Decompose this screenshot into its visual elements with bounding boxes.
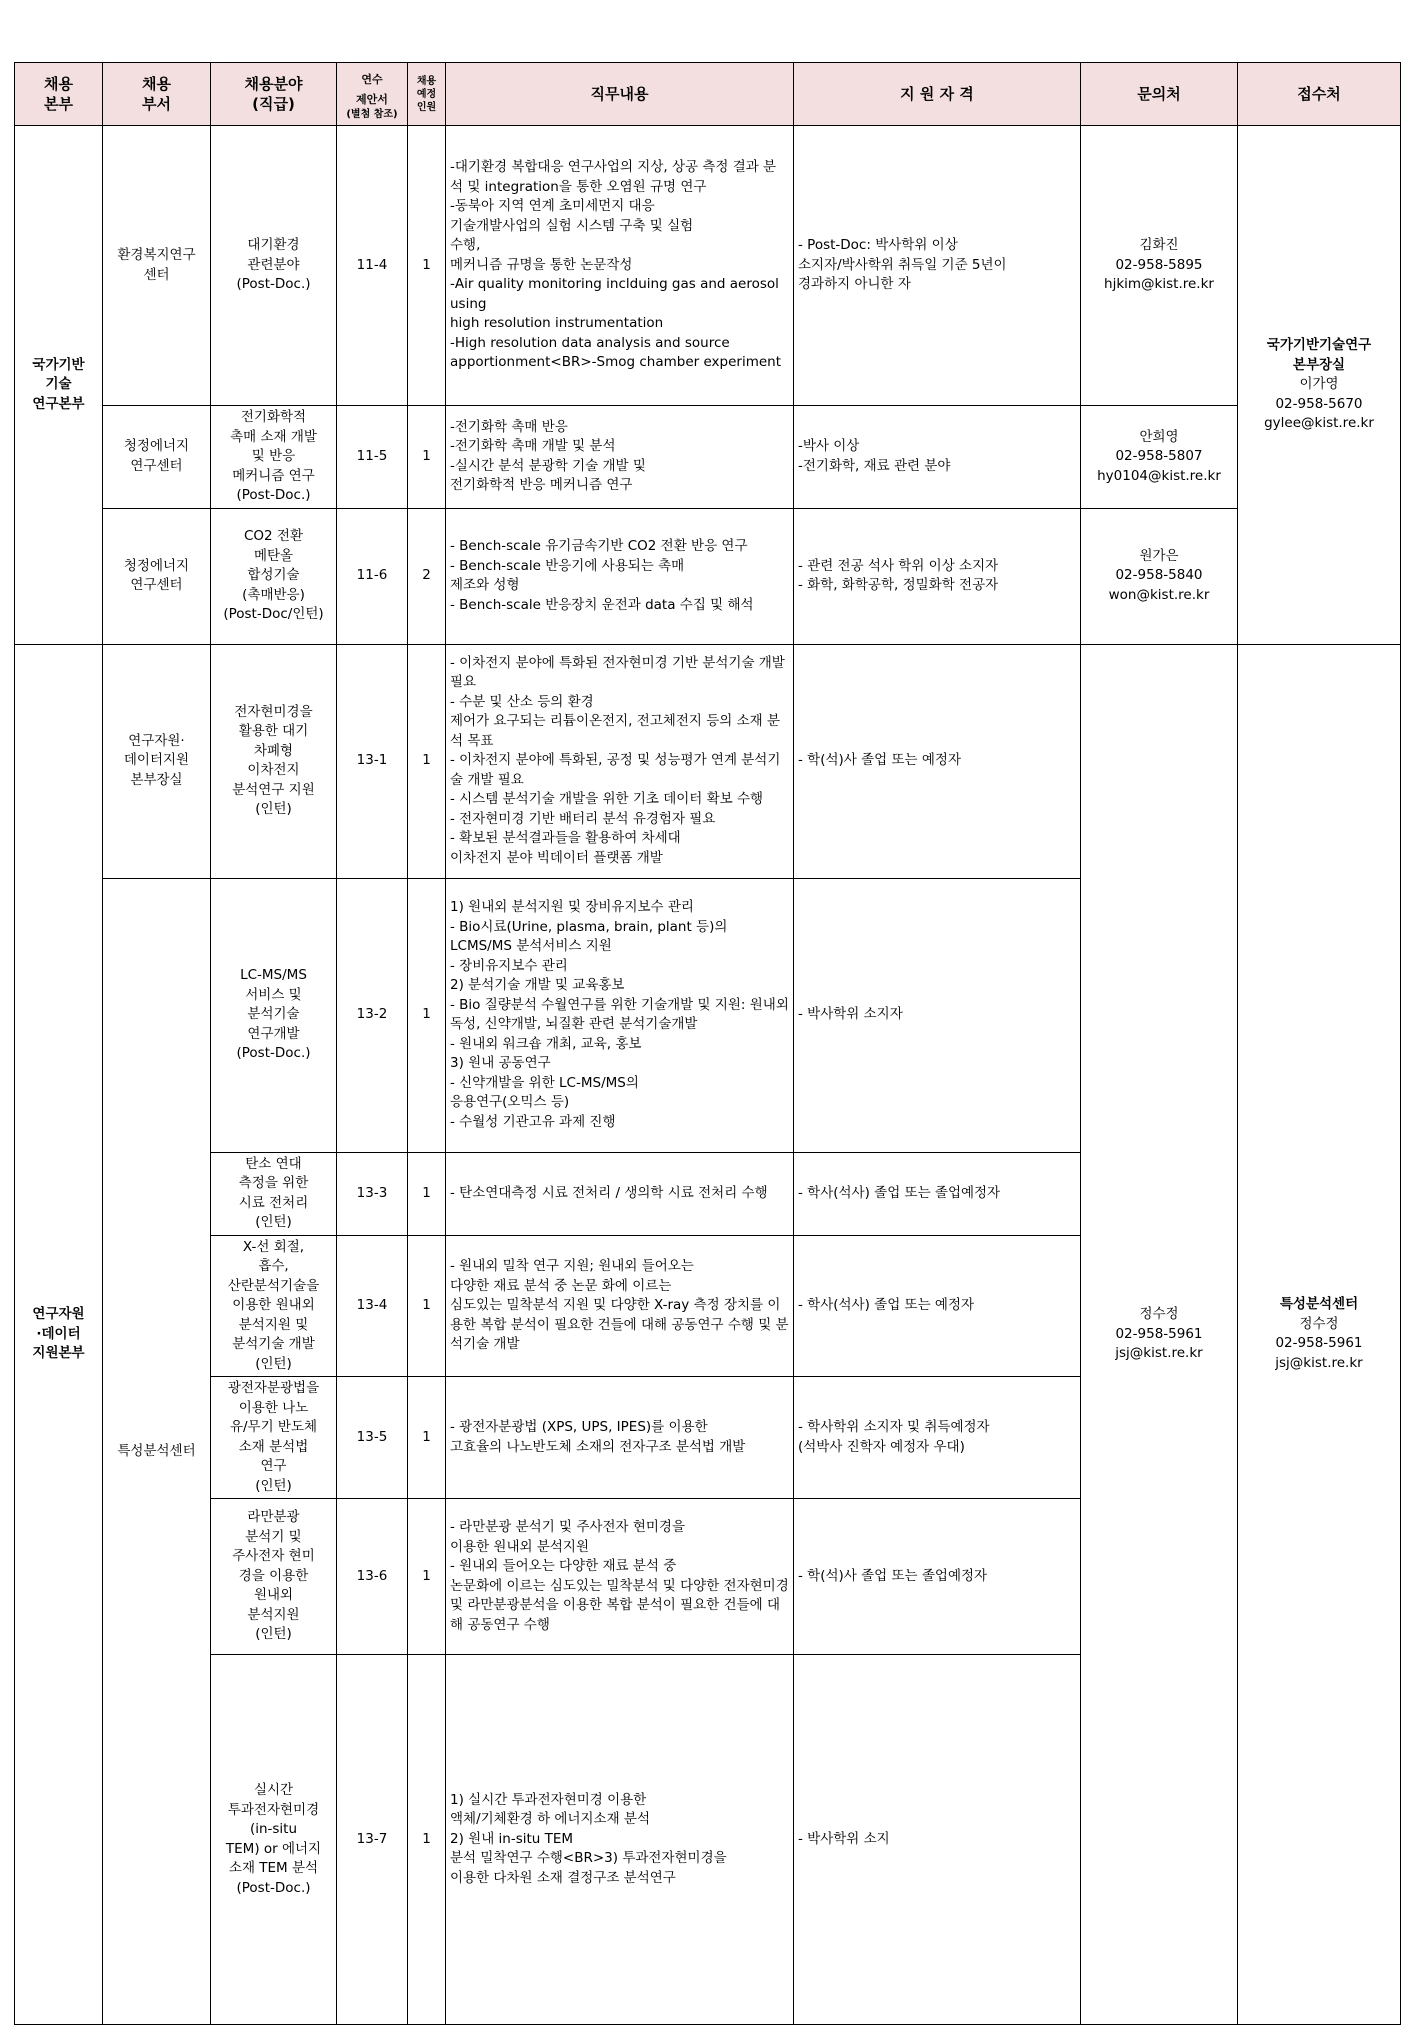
header-duties: 직무내용 (446, 63, 794, 126)
field-cell: 라만분광 분석기 및 주사전자 현미 경을 이용한 원내외 분석지원 (인턴) (211, 1499, 337, 1655)
duties-cell: -대기환경 복합대응 연구사업의 지상, 상공 측정 결과 분석 및 integration을 통한 오염원 규명 연구 -동북아 지역 연계 초미세먼지 대응 기술개발사업의 실험 시스템 구축 및 실험 수행, 메커니즘 규명을 통한 논문작성 -Air quality monitoring inclduing gas and aerosol using high resolution instrumentation -High resolution data analysis and source apportionment<BR>-Smog chamber experiment (446, 126, 794, 406)
hq-cell: 연구자원 ·데이터 지원본부 (15, 644, 103, 2025)
table-row (15, 644, 1401, 878)
contact-cell: 정수정 02-958-5961 jsj@kist.re.kr (1081, 644, 1238, 2025)
code-cell: 13-3 (337, 1152, 408, 1235)
code-cell: 13-1 (337, 644, 408, 878)
qualifications-cell: - 학(석)사 졸업 또는 예정자 (794, 644, 1081, 878)
count-cell: 1 (408, 1235, 446, 1377)
duties-cell: - 탄소연대측정 시료 전처리 / 생의학 시료 전처리 수행 (446, 1152, 794, 1235)
dept-cell: 청정에너지 연구센터 (103, 508, 211, 644)
table-row (15, 126, 1401, 406)
reception-office: 국가기반기술연구 본부장실 (1266, 337, 1372, 373)
reception-cell (1238, 126, 1401, 645)
field-cell: 탄소 연대 측정을 위한 시료 전처리 (인턴) (211, 1152, 337, 1235)
header-hq: 채용 본부 (15, 63, 103, 126)
header-dept: 채용 부서 (103, 63, 211, 126)
code-cell: 13-7 (337, 1655, 408, 2025)
reception-office: 특성분석센터 (1279, 1296, 1359, 1313)
code-cell: 13-5 (337, 1377, 408, 1499)
recruitment-table (14, 62, 1401, 2025)
field-cell: 실시간 투과전자현미경 (in-situ TEM) or 에너지 소재 TEM 분석 (Post-Doc.) (211, 1655, 337, 2025)
qualifications-cell: - 박사학위 소지 (794, 1655, 1081, 2025)
qualifications-cell: - 관련 전공 석사 학위 이상 소지자 - 화학, 화학공학, 정밀화학 전공자 (794, 508, 1081, 644)
reception-detail: 이가영 02-958-5670 gylee@kist.re.kr (1264, 376, 1374, 431)
count-cell: 1 (408, 1152, 446, 1235)
code-cell: 13-4 (337, 1235, 408, 1377)
field-cell: LC-MS/MS 서비스 및 분석기술 연구개발 (Post-Doc.) (211, 878, 337, 1152)
count-cell: 1 (408, 406, 446, 509)
dept-cell: 특성분석센터 (103, 878, 211, 2025)
code-cell: 11-4 (337, 126, 408, 406)
contact-cell: 김화진 02-958-5895 hjkim@kist.re.kr (1081, 126, 1238, 406)
qualifications-cell: - 학사(석사) 졸업 또는 졸업예정자 (794, 1152, 1081, 1235)
field-cell: 전자현미경을 활용한 대기 차폐형 이차전지 분석연구 지원 (인턴) (211, 644, 337, 878)
duties-cell: 1) 실시간 투과전자현미경 이용한 액체/기체환경 하 에너지소재 분석 2) 원내 in-situ TEM 분석 밀착연구 수행<BR>3) 투과전자현미경을 이용한 다차원 소재 결정구조 분석연구 (446, 1655, 794, 2025)
field-cell: 대기환경 관련분야 (Post-Doc.) (211, 126, 337, 406)
field-cell: 광전자분광법을 이용한 나노 유/무기 반도체 소재 분석법 연구 (인턴) (211, 1377, 337, 1499)
reception-cell (1238, 644, 1401, 2025)
count-cell: 1 (408, 644, 446, 878)
code-cell: 11-5 (337, 406, 408, 509)
header-qualifications: 지 원 자 격 (794, 63, 1081, 126)
duties-cell: - 라만분광 분석기 및 주사전자 현미경을 이용한 원내외 분석지원 - 원내외 들어오는 다양한 재료 분석 중 논문화에 이르는 심도있는 밀착분석 및 다양한 전자현미경 및 라만분광분석을 이용한 복합 분석이 필요한 건들에 대해 공동연구 수행 (446, 1499, 794, 1655)
qualifications-cell: - 학사학위 소지자 및 취득예정자 (석박사 진학자 예정자 우대) (794, 1377, 1081, 1499)
duties-cell: - Bench-scale 유기금속기반 CO2 전환 반응 연구 - Bench-scale 반응기에 사용되는 촉매 제조와 성형 - Bench-scale 반응장치 운전과 data 수집 및 해석 (446, 508, 794, 644)
duties-cell: - 광전자분광법 (XPS, UPS, IPES)를 이용한 고효율의 나노반도체 소재의 전자구조 분석법 개발 (446, 1377, 794, 1499)
count-cell: 1 (408, 126, 446, 406)
qualifications-cell: - 박사학위 소지자 (794, 878, 1081, 1152)
field-cell: CO2 전환 메탄올 합성기술 (촉매반응) (Post-Doc/인턴) (211, 508, 337, 644)
duties-cell: -전기화학 촉매 반응 -전기화학 촉매 개발 및 분석 -실시간 분석 분광학 기술 개발 및 전기화학적 반응 메커니즘 연구 (446, 406, 794, 509)
hq-cell: 국가기반 기술 연구본부 (15, 126, 103, 645)
code-cell: 13-6 (337, 1499, 408, 1655)
duties-cell: 1) 원내외 분석지원 및 장비유지보수 관리 - Bio시료(Urine, plasma, brain, plant 등)의 LCMS/MS 분석서비스 지원 - 장비유지보수 관리 2) 분석기술 개발 및 교육홍보 - Bio 질량분석 수월연구를 위한 기술개발 및 지원: 원내외 독성, 신약개발, 뇌질환 관련 분석기술개발 - 원내외 워크숍 개최, 교육, 홍보 3) 원내 공동연구 - 신약개발을 위한 LC-MS/MS의 응용연구(오믹스 등) - 수월성 기관고유 과제 진행 (446, 878, 794, 1152)
duties-cell: - 이차전지 분야에 특화된 전자현미경 기반 분석기술 개발 필요 - 수분 및 산소 등의 환경 제어가 요구되는 리튬이온전지, 전고체전지 등의 소재 분석 목표 - 이차전지 분야에 특화된, 공정 및 성능평가 연계 분석기술 개발 필요 - 시스템 분석기술 개발을 위한 기초 데이터 확보 수행 - 전자현미경 기반 배터리 분석 유경험자 필요 - 확보된 분석결과들을 활용하여 차세대 이차전지 분야 빅데이터 플랫폼 개발 (446, 644, 794, 878)
count-cell: 1 (408, 1499, 446, 1655)
contact-cell: 안희영 02-958-5807 hy0104@kist.re.kr (1081, 406, 1238, 509)
count-cell: 2 (408, 508, 446, 644)
code-cell: 11-6 (337, 508, 408, 644)
header-proposal: 연수 제안서 (별첨 참조) (337, 63, 408, 126)
table-row (15, 508, 1401, 644)
reception-detail: 정수정 02-958-5961 jsj@kist.re.kr (1275, 1315, 1363, 1371)
field-cell: X-선 회절, 흡수, 산란분석기술을 이용한 원내외 분석지원 및 분석기술 개발 (인턴) (211, 1235, 337, 1377)
qualifications-cell: - 학사(석사) 졸업 또는 예정자 (794, 1235, 1081, 1377)
header-count: 채용 예정 인원 (408, 63, 446, 126)
header-reception: 접수처 (1238, 63, 1401, 126)
header-field: 채용분야 (직급) (211, 63, 337, 126)
header-contact: 문의처 (1081, 63, 1238, 126)
dept-cell: 환경복지연구 센터 (103, 126, 211, 406)
dept-cell: 연구자원· 데이터지원 본부장실 (103, 644, 211, 878)
table-header-row (15, 63, 1401, 126)
dept-cell: 청정에너지 연구센터 (103, 406, 211, 509)
field-cell: 전기화학적 촉매 소재 개발 및 반응 메커니즘 연구 (Post-Doc.) (211, 406, 337, 509)
duties-cell: - 원내외 밀착 연구 지원; 원내외 들어오는 다양한 재료 분석 중 논문 화에 이르는 심도있는 밀착분석 지원 및 다양한 X-ray 측정 장치를 이용한 복합 분석이 필요한 건들에 대해 공동연구 수행 및 분석기술 개발 (446, 1235, 794, 1377)
code-cell: 13-2 (337, 878, 408, 1152)
count-cell: 1 (408, 1377, 446, 1499)
qualifications-cell: -박사 이상 -전기화학, 재료 관련 분야 (794, 406, 1081, 509)
count-cell: 1 (408, 878, 446, 1152)
qualifications-cell: - Post-Doc: 박사학위 이상 소지자/박사학위 취득일 기준 5년이 경과하지 아니한 자 (794, 126, 1081, 406)
table-row (15, 406, 1401, 509)
qualifications-cell: - 학(석)사 졸업 또는 졸업예정자 (794, 1499, 1081, 1655)
contact-cell: 원가은 02-958-5840 won@kist.re.kr (1081, 508, 1238, 644)
count-cell: 1 (408, 1655, 446, 2025)
